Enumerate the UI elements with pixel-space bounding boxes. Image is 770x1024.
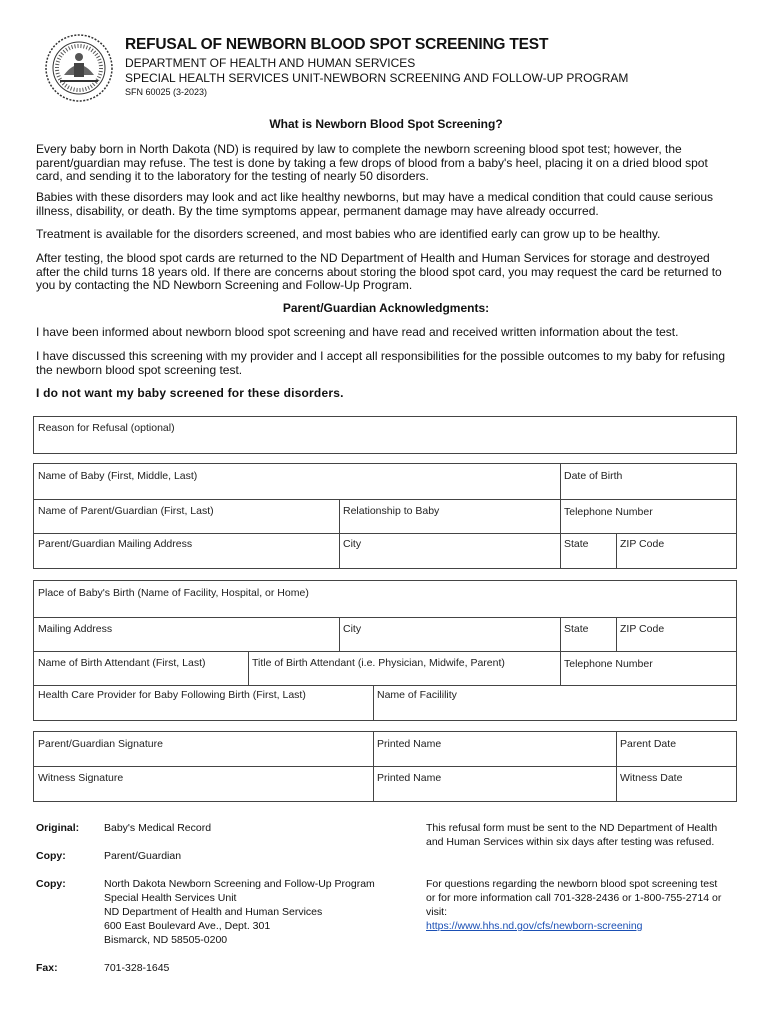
state-seal-icon bbox=[44, 33, 114, 103]
telephone-label: Telephone Number bbox=[564, 506, 653, 518]
parent-address-label: Parent/Guardian Mailing Address bbox=[38, 538, 193, 550]
ack-line: I have discussed this screening with my provider and I accept all responsibilities for the possible outcomes to my baby for refusing the newborn blood spot screening test. bbox=[36, 349, 726, 377]
witness-signature-field[interactable] bbox=[34, 766, 373, 803]
birth-place-field[interactable] bbox=[34, 581, 738, 617]
copy-label: Copy: bbox=[36, 850, 66, 862]
printed-name-label: Printed Name bbox=[377, 738, 442, 750]
address-line: Bismarck, ND 58505-0200 bbox=[104, 934, 228, 946]
state-field[interactable] bbox=[560, 617, 616, 651]
form-number: SFN 60025 (3-2023) bbox=[125, 87, 208, 97]
signature-section bbox=[33, 731, 737, 802]
witness-date-field[interactable] bbox=[616, 766, 738, 803]
city-label: City bbox=[343, 538, 362, 550]
dob-field[interactable] bbox=[560, 464, 738, 499]
parent-date-field[interactable] bbox=[616, 732, 738, 766]
parent-address-field[interactable] bbox=[34, 533, 339, 570]
mailing-address-field[interactable] bbox=[34, 617, 339, 651]
copy-value: Parent/Guardian bbox=[104, 850, 182, 862]
parent-signature-field[interactable] bbox=[34, 732, 373, 766]
printed-name-label: Printed Name bbox=[377, 772, 442, 784]
facility-field[interactable] bbox=[373, 685, 738, 722]
baby-name-label: Name of Baby (First, Middle, Last) bbox=[38, 470, 198, 482]
form-title: REFUSAL OF NEWBORN BLOOD SPOT SCREENING TEST bbox=[125, 36, 549, 53]
zip-field[interactable] bbox=[616, 617, 738, 651]
birth-place-label: Place of Baby's Birth (Name of Facility, Hospital, or Home) bbox=[38, 587, 309, 599]
intro-paragraph: After testing, the blood spot cards are returned to the ND Department of Health and Human Services for storage and destroyed after the child turns 18 years old. If there are concerns about storing the blood spot card, you may request the card be returned to you by contacting the ND Newborn Screening and Follow-Up Program. bbox=[36, 251, 722, 292]
intro-heading: What is Newborn Blood Spot Screening? bbox=[269, 117, 503, 131]
unit-name: SPECIAL HEALTH SERVICES UNIT-NEWBORN SCREENING AND FOLLOW-UP PROGRAM bbox=[125, 71, 629, 85]
submission-notice: This refusal form must be sent to the ND Department of Health and Human Services within six days after testing was refused. bbox=[426, 822, 718, 848]
fax-label: Fax: bbox=[36, 962, 58, 974]
state-label: State bbox=[564, 538, 589, 550]
mailing-address-label: Mailing Address bbox=[38, 623, 113, 635]
reason-label: Reason for Refusal (optional) bbox=[38, 422, 175, 434]
city-label: City bbox=[343, 623, 362, 635]
city-field[interactable] bbox=[339, 617, 560, 651]
attendant-title-label: Title of Birth Attendant (i.e. Physician, Midwife, Parent) bbox=[252, 657, 505, 669]
state-field[interactable] bbox=[560, 533, 616, 570]
address-line: North Dakota Newborn Screening and Follow-Up Program bbox=[104, 878, 375, 890]
witness-printed-name-field[interactable] bbox=[373, 766, 616, 803]
refusal-statement: I do not want my baby screened for these disorders. bbox=[36, 386, 344, 400]
baby-parent-section bbox=[33, 463, 737, 569]
program-address bbox=[104, 877, 404, 947]
telephone-label: Telephone Number bbox=[564, 658, 653, 670]
witness-signature-label: Witness Signature bbox=[38, 772, 124, 784]
reason-field[interactable] bbox=[33, 416, 737, 454]
zip-field[interactable] bbox=[616, 533, 738, 570]
birth-info-section bbox=[33, 580, 737, 721]
relationship-field[interactable] bbox=[339, 499, 560, 533]
witness-date-label: Witness Date bbox=[620, 772, 683, 784]
facility-label: Name of Facilility bbox=[377, 689, 457, 701]
parent-name-label: Name of Parent/Guardian (First, Last) bbox=[38, 505, 214, 517]
attendant-title-field[interactable] bbox=[248, 651, 560, 685]
dob-label: Date of Birth bbox=[564, 470, 623, 482]
intro-paragraph: Babies with these disorders may look and act like healthy newborns, but may have a medical condition that could cause serious illness, disability, or death. By the time symptoms appear, permanent damage may have already occurred. bbox=[36, 190, 714, 218]
attendant-name-label: Name of Birth Attendant (First, Last) bbox=[38, 657, 206, 669]
attendant-name-field[interactable] bbox=[34, 651, 248, 685]
provider-label: Health Care Provider for Baby Following Birth (First, Last) bbox=[38, 689, 306, 701]
baby-name-field[interactable] bbox=[34, 464, 560, 499]
parent-signature-label: Parent/Guardian Signature bbox=[38, 738, 163, 750]
state-label: State bbox=[564, 623, 589, 635]
provider-field[interactable] bbox=[34, 685, 373, 722]
ack-heading: Parent/Guardian Acknowledgments: bbox=[282, 301, 490, 315]
telephone-field[interactable] bbox=[560, 499, 738, 533]
questions-text: For questions regarding the newborn blood spot screening test or for more information call 701-328-2436 or 1-800-755-2714 or visit: bbox=[426, 878, 722, 918]
parent-name-field[interactable] bbox=[34, 499, 339, 533]
address-line: ND Department of Health and Human Services bbox=[104, 906, 323, 918]
zip-label: ZIP Code bbox=[620, 623, 665, 635]
department-name: DEPARTMENT OF HEALTH AND HUMAN SERVICES bbox=[125, 56, 416, 70]
intro-paragraph: Every baby born in North Dakota (ND) is required by law to complete the newborn screening blood spot test; however, the parent/guardian may refuse. The test is done by taking a few drops of blood from a baby's heel, placing it on a dried blood spot card, and sending it to the laboratory for the testing of nearly 50 disorders. bbox=[36, 142, 708, 183]
questions-info bbox=[426, 877, 726, 933]
address-line: Special Health Services Unit bbox=[104, 892, 237, 904]
zip-label: ZIP Code bbox=[620, 538, 665, 550]
original-label: Original: bbox=[36, 822, 80, 834]
copy-label: Copy: bbox=[36, 878, 66, 890]
ack-line: I have been informed about newborn blood spot screening and have read and received written information about the test. bbox=[36, 325, 679, 339]
intro-paragraph: Treatment is available for the disorders screened, and most babies who are identified early can grow up to be healthy. bbox=[36, 227, 661, 241]
attendant-telephone-field[interactable] bbox=[560, 651, 738, 685]
newborn-screening-link[interactable]: https://www.hhs.nd.gov/cfs/newborn-screening bbox=[426, 920, 643, 932]
address-line: 600 East Boulevard Ave., Dept. 301 bbox=[104, 920, 271, 932]
relationship-label: Relationship to Baby bbox=[343, 505, 440, 517]
city-field[interactable] bbox=[339, 533, 560, 570]
fax-value: 701-328-1645 bbox=[104, 962, 170, 974]
parent-printed-name-field[interactable] bbox=[373, 732, 616, 766]
original-value: Baby's Medical Record bbox=[104, 822, 212, 834]
parent-date-label: Parent Date bbox=[620, 738, 677, 750]
